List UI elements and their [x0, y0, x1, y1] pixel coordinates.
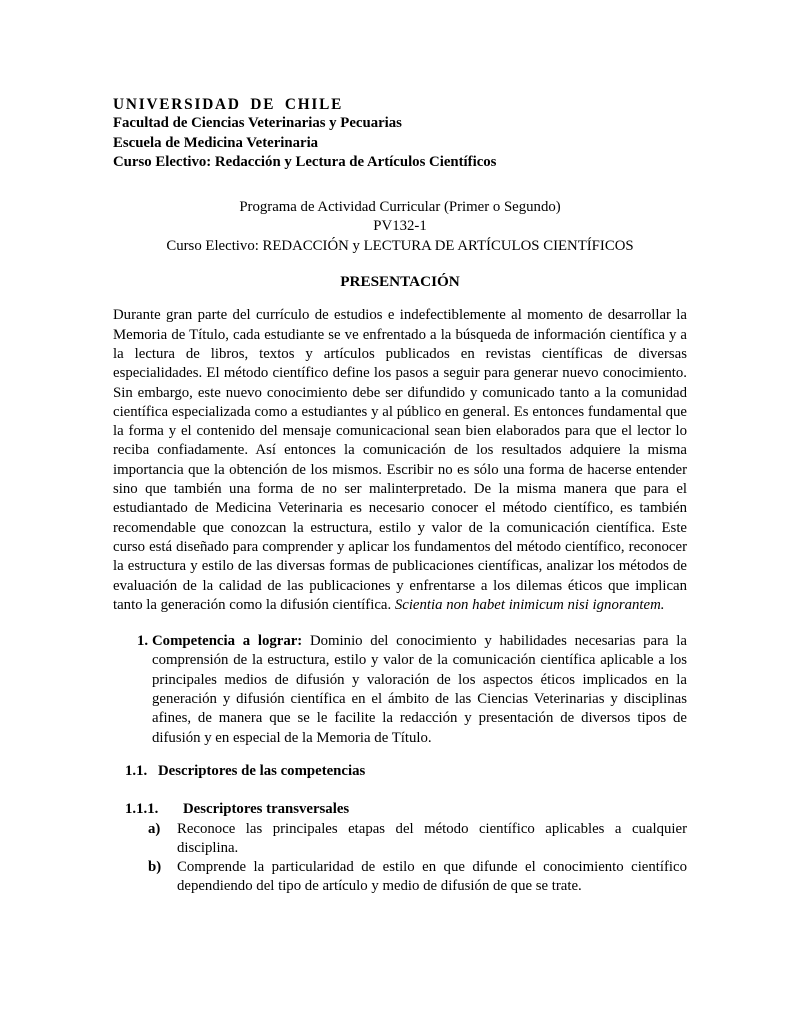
section-title-presentacion: PRESENTACIÓN: [340, 273, 460, 291]
program-title: Programa de Actividad Curricular (Primer o Segundo): [239, 199, 561, 216]
university-name: UNIVERSIDAD DE CHILE: [113, 96, 344, 113]
course-header-line: Curso Electivo: Redacción y Lectura de Artículos Científicos: [113, 153, 497, 170]
list-item-b-text: Comprende la particularidad de estilo en que difunde el conocimiento científico dependiendo del tipo de artículo y medio de difusión de que se trate.: [177, 859, 687, 895]
list-item-b: [113, 858, 687, 897]
competency-text: Dominio del conocimiento y habilidades necesarias para la comprensión de la estructura, estilo y valor de la comunicación científica aplicable a los principales medios de difusión y valoración de los aspectos éticos implicados en la generación y difusión científica en el ámbito de las Ciencias Veterinarias y disciplinas afines, de manera que se le facilite la redacción y presentación de diversos tipos de difusión y en especial de la Memoria de Título.: [152, 633, 687, 746]
heading-1-1-1-title: Descriptores transversales: [183, 801, 350, 818]
letterhead: [113, 95, 687, 172]
heading-descriptores-competencias: [113, 762, 687, 781]
faculty-name: Facultad de Ciencias Veterinarias y Pecuarias: [113, 115, 402, 132]
list-item-a: [113, 820, 687, 859]
heading-1-1-title: Descriptores de las competencias: [158, 762, 366, 779]
list-item-b-marker: b): [148, 859, 162, 876]
course-code: PV132-1: [373, 218, 427, 235]
presentation-paragraph: [113, 306, 687, 615]
competency-number: 1.: [137, 633, 149, 650]
course-title: Curso Electivo: REDACCIÓN y LECTURA DE ARTÍCULOS CIENTÍFICOS: [166, 237, 634, 254]
heading-1-1-number: 1.1.: [125, 762, 148, 779]
school-name: Escuela de Medicina Veterinaria: [113, 134, 319, 151]
heading-1-1-1-number: 1.1.1.: [125, 801, 159, 818]
presentation-text: Durante gran parte del currículo de estudios e indefectiblemente al momento de desarrollar la Memoria de Título, cada estudiante se ve enfrentado a la búsqueda de información científica y a la lectura de libros, textos y artículos publicados en revistas científicas de diversas especialidades. El método científico define los pasos a seguir para generar nuevo conocimiento. Sin embargo, este nuevo conocimiento debe ser difundido y comunicado tanto a la comunidad científica especializada como a estudiantes y al público en general. Es entonces fundamental que la forma y el contenido del mensaje comunicacional sean bien elaborados para que el lector lo reciba confiadamente. Así entonces la comunicación de los resultados adquiere la misma importancia que la obtención de los mismos. Escribir no es sólo una forma de hacerse entender sino que también una forma de no ser malinterpretado. De la misma manera que para el estudiantado de Medicina Veterinaria es necesario conocer el método científico, es también recomendable que conozcan la estructura, estilo y valor de la comunicación científica. Este curso está diseñado para comprender y aplicar los fundamentos del método científico, reconocer la estructura y estilo de las diversas formas de publicaciones científicas, analizar los métodos de evaluación de la calidad de las publicaciones y enfrentarse a los dilemas éticos que implican tanto la generación como la difusión científica.: [113, 307, 687, 613]
competency-label: Competencia a lograr:: [152, 633, 303, 650]
heading-descriptores-transversales: [113, 800, 687, 819]
latin-phrase: Scientia non habet inimicum nisi ignorantem.: [394, 596, 665, 613]
list-item-a-text: Reconoce las principales etapas del método científico aplicables a cualquier disciplina.: [177, 820, 687, 856]
program-title-block: [113, 198, 687, 256]
list-item-a-marker: a): [148, 820, 161, 837]
competency-item-1: [113, 632, 687, 748]
